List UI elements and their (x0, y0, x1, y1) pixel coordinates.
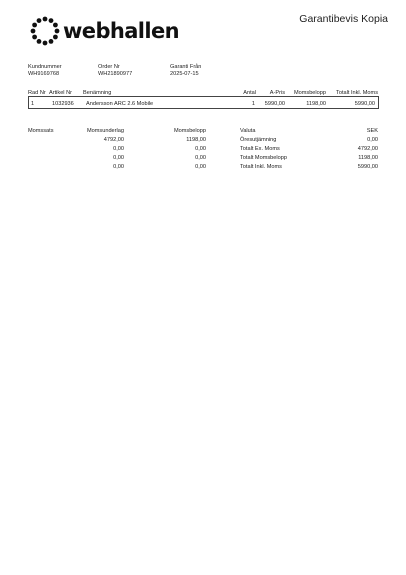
vat-amount-cell: 0,00 (195, 155, 206, 161)
warranty-from-value: 2025-07-15 (170, 71, 199, 77)
vat-amount-cell: 0,00 (195, 164, 206, 170)
vat-amount-cell: 1198,00 (186, 137, 206, 143)
col-row-number: Rad Nr (28, 90, 46, 96)
col-quantity: Antal (243, 90, 256, 96)
total-ex-vat-value: 4792,00 (357, 146, 378, 152)
webhallen-dots-icon (30, 16, 60, 46)
quantity-cell: 1 (251, 100, 255, 107)
unit-price-cell: 5990,00 (264, 100, 285, 107)
rounding-value: 0,00 (367, 137, 378, 143)
total-incl-vat-label: Totalt Inkl. Moms (240, 164, 282, 170)
row-number-cell: 1 (31, 100, 35, 107)
article-number-cell: 1032936 (52, 100, 74, 107)
total-vat-value: 1198,00 (358, 155, 378, 161)
order-number-label: Order Nr (98, 64, 120, 70)
col-vat-amount: Momsbelopp (293, 90, 326, 96)
currency-value: SEK (366, 128, 378, 134)
vat-basis-cell: 0,00 (113, 155, 124, 161)
vat-basis-cell: 0,00 (113, 164, 124, 170)
description-cell: Andersson ARC 2.6 Mobile (86, 100, 154, 107)
total-incl-vat-value: 5990,00 (357, 164, 378, 170)
order-number-value: WH21890977 (98, 71, 133, 77)
col-article-number: Artikel Nr (49, 90, 72, 96)
vat-amount-cell: 0,00 (195, 146, 206, 152)
items-table-row-box (28, 96, 379, 109)
vat-basis-header: Momsunderlag (87, 128, 124, 134)
total-vat-label: Totalt Momsbelopp (240, 155, 287, 161)
brand-name: webhallen (63, 18, 179, 43)
brand-logo (30, 14, 179, 48)
customer-number-label: Kundnummer (28, 64, 62, 70)
total-incl-vat-cell: 5990,00 (354, 100, 375, 107)
vat-amount-cell: 1198,00 (306, 100, 326, 107)
vat-basis-cell: 4792,00 (103, 137, 124, 143)
vat-amount-header: Momsbelopp (173, 128, 206, 134)
vat-rate-header: Momssats (28, 128, 54, 134)
col-description: Benämning (83, 90, 112, 96)
document-title: Garantibevis Kopia (299, 13, 388, 25)
col-total-incl-vat: Totalt Inkl. Moms (336, 90, 378, 96)
rounding-label: Öresutjämning (240, 137, 277, 143)
total-ex-vat-label: Totalt Ex. Moms (240, 146, 280, 152)
customer-number-value: WH9169768 (28, 71, 60, 77)
col-unit-price: A-Pris (269, 90, 285, 96)
currency-label: Valuta (240, 128, 256, 134)
warranty-from-label: Garanti Från (170, 64, 202, 70)
vat-basis-cell: 0,00 (113, 146, 124, 152)
